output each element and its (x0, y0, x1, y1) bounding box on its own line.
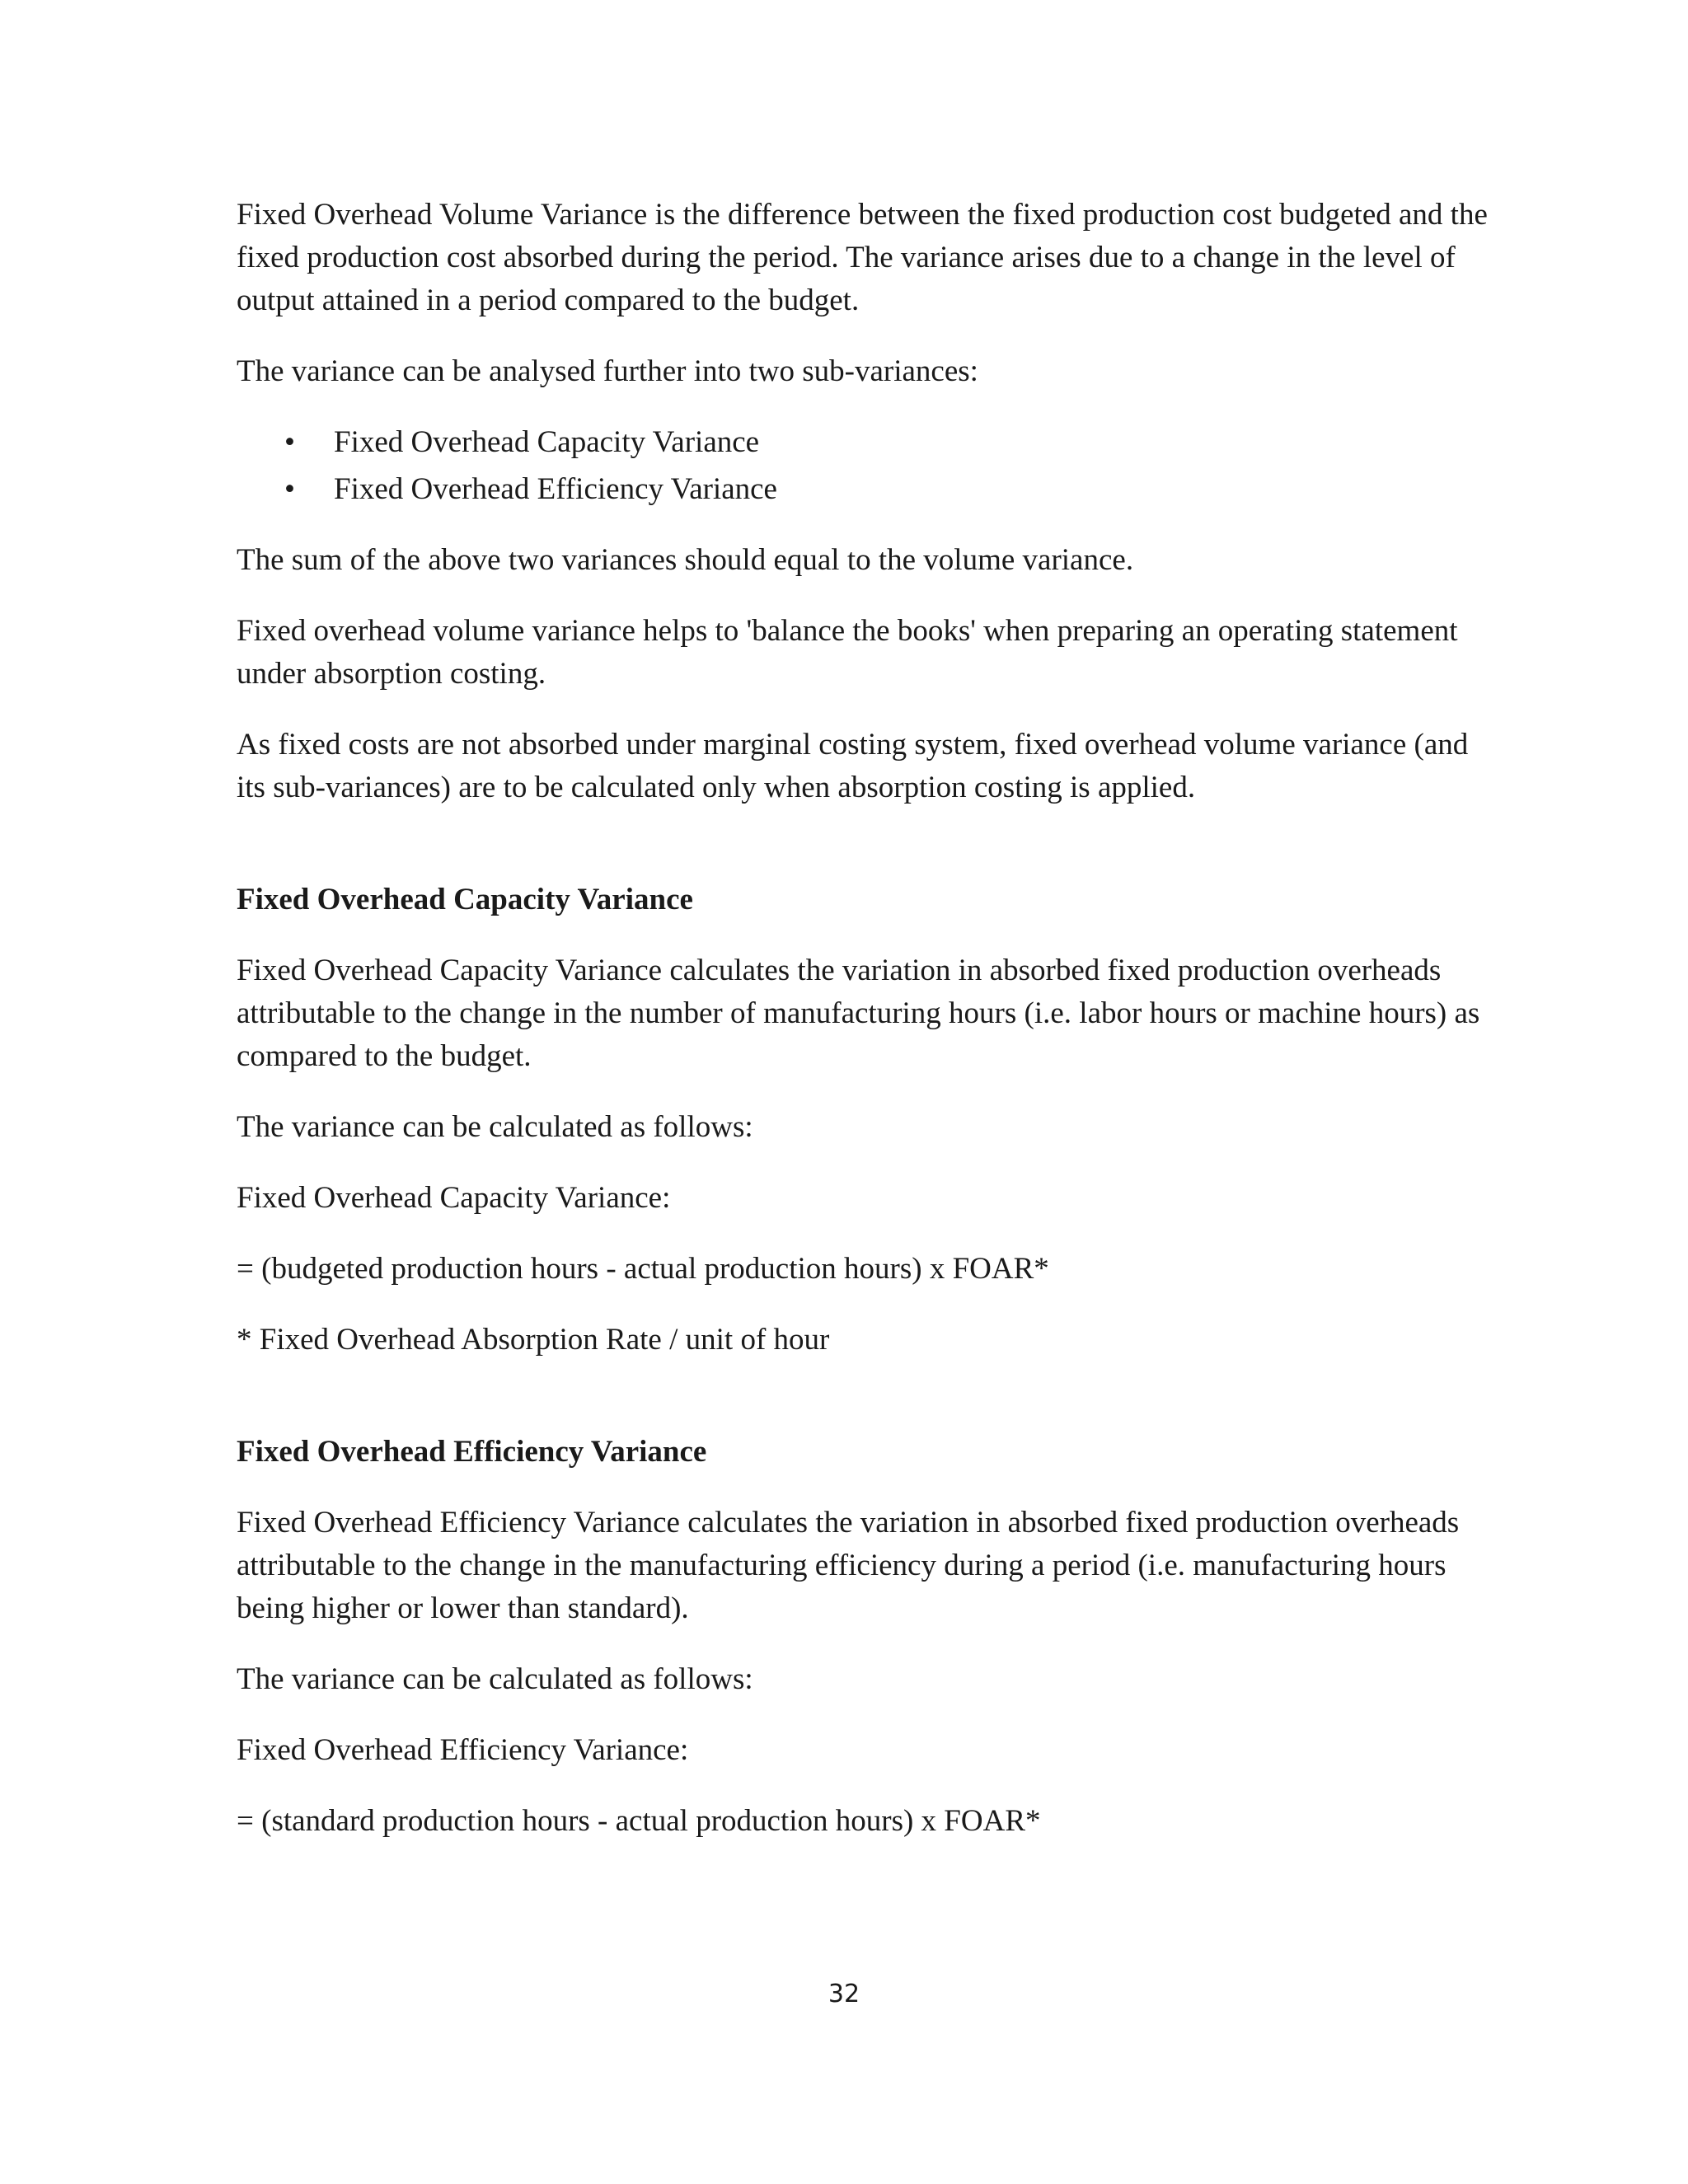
efficiency-paragraph-1: Fixed Overhead Efficiency Variance calculates the variation in absorbed fixed production overheads attributable to the change in the manufacturing efficiency during a period (i.e. manufacturing hours being higher or lower than standard). (237, 1506, 1460, 1625)
capacity-paragraph-1: Fixed Overhead Capacity Variance calculates the variation in absorbed fixed production overheads attributable to the change in the number of manufacturing hours (i.e. labor hours or machine hours) as compared to the budget. (237, 954, 1480, 1073)
capacity-footnote: * Fixed Overhead Absorption Rate / unit of hour (237, 1323, 830, 1357)
bullet-icon: • (284, 472, 295, 506)
list-item (237, 421, 1489, 464)
list-item-text: Fixed Overhead Capacity Variance (334, 425, 760, 459)
capacity-paragraph-3: Fixed Overhead Capacity Variance: (237, 1181, 671, 1215)
intro-paragraph-4: Fixed overhead volume variance helps to 'balance the books' when preparing an operating statement under absorption costing. (237, 614, 1458, 691)
list-item-text: Fixed Overhead Efficiency Variance (334, 472, 777, 506)
capacity-formula: = (budgeted production hours - actual production hours) x FOAR* (237, 1252, 1049, 1286)
efficiency-paragraph-3: Fixed Overhead Efficiency Variance: (237, 1733, 689, 1767)
page-number: 32 (828, 1980, 860, 2008)
efficiency-paragraph-2: The variance can be calculated as follows: (237, 1662, 753, 1696)
efficiency-formula: = (standard production hours - actual production hours) x FOAR* (237, 1804, 1041, 1838)
efficiency-heading: Fixed Overhead Efficiency Variance (237, 1435, 707, 1469)
capacity-heading: Fixed Overhead Capacity Variance (237, 883, 693, 916)
page-content (237, 194, 1489, 1871)
intro-paragraph-3: The sum of the above two variances should equal to the volume variance. (237, 543, 1134, 577)
list-item (237, 468, 1489, 511)
sub-variance-list (237, 421, 1489, 511)
intro-paragraph-2: The variance can be analysed further into two sub-variances: (237, 354, 978, 388)
capacity-paragraph-2: The variance can be calculated as follows: (237, 1110, 753, 1144)
bullet-icon: • (284, 425, 295, 459)
intro-paragraph-5: As fixed costs are not absorbed under marginal costing system, fixed overhead volume variance (and its sub-variances) are to be calculated only when absorption costing is applied. (237, 728, 1469, 804)
intro-paragraph-1: Fixed Overhead Volume Variance is the difference between the fixed production cost budgeted and the fixed production cost absorbed during the period. The variance arises due to a change in the level of output attained in a period compared to the budget. (237, 198, 1488, 317)
